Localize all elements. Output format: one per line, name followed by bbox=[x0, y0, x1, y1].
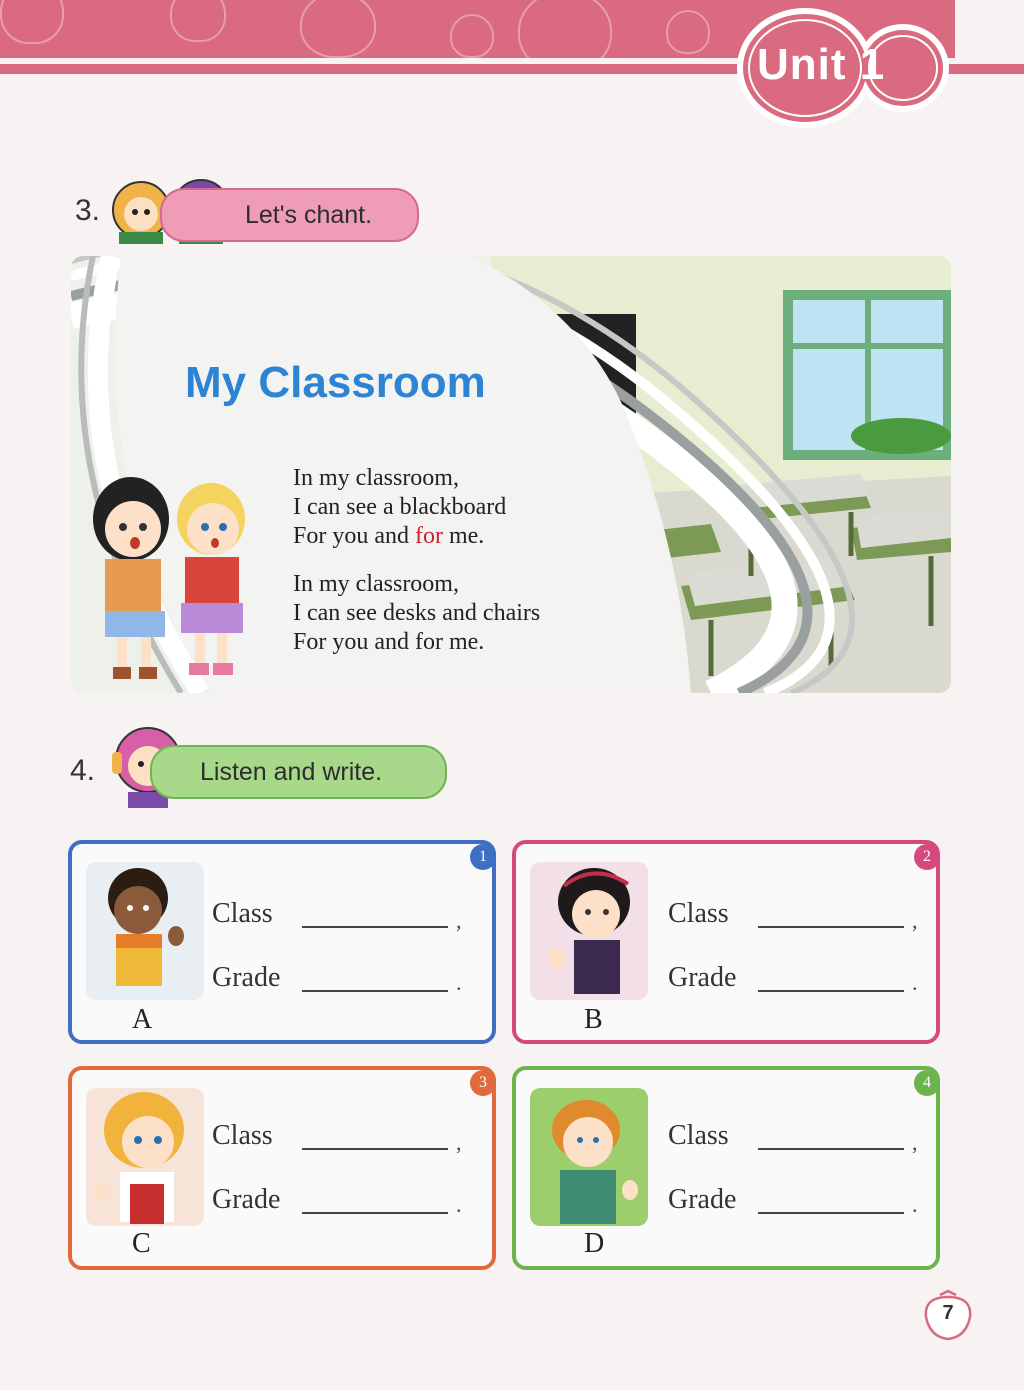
section-4-number: 4. bbox=[70, 754, 96, 787]
stanza-1-line-2: I can see a blackboard bbox=[293, 494, 507, 520]
comma: , bbox=[912, 1130, 918, 1155]
grade-answer-blank[interactable] bbox=[302, 1212, 448, 1214]
class-answer-blank[interactable] bbox=[302, 926, 448, 928]
lets-chant-label bbox=[160, 188, 419, 242]
card-number-badge: 3 bbox=[470, 1070, 496, 1096]
comma: , bbox=[912, 908, 918, 933]
comma: , bbox=[456, 1130, 462, 1155]
grade-label: Grade bbox=[668, 962, 737, 993]
card-number-badge: 4 bbox=[914, 1070, 940, 1096]
page-number: 7 bbox=[942, 1302, 954, 1324]
chant-stanza-1 bbox=[293, 464, 506, 551]
boy-a-illustration bbox=[86, 862, 204, 1000]
boy-d-illustration bbox=[530, 1088, 648, 1226]
grade-answer-blank[interactable] bbox=[758, 1212, 904, 1214]
chant-title: My Classroom bbox=[185, 358, 486, 407]
two-girls-illustration bbox=[71, 471, 271, 693]
stanza-1-line-1: In my classroom, bbox=[293, 465, 459, 491]
class-label: Class bbox=[668, 1120, 729, 1151]
exercise-card-1 bbox=[68, 840, 496, 1044]
class-label: Class bbox=[212, 898, 273, 929]
grade-label: Grade bbox=[212, 962, 281, 993]
class-answer-blank[interactable] bbox=[302, 1148, 448, 1150]
exercise-card-3 bbox=[68, 1066, 496, 1270]
grade-answer-blank[interactable] bbox=[758, 990, 904, 992]
period: . bbox=[912, 1192, 918, 1217]
card-letter: C bbox=[132, 1228, 151, 1259]
stanza-2-line-3: For you and for me. bbox=[293, 629, 485, 655]
listen-and-write-text: Listen and write. bbox=[200, 758, 383, 786]
stanza-2-line-1: In my classroom, bbox=[293, 571, 459, 597]
class-label: Class bbox=[212, 1120, 273, 1151]
class-label: Class bbox=[668, 898, 729, 929]
exercise-card-2 bbox=[512, 840, 940, 1044]
highlighted-word: for bbox=[415, 523, 443, 549]
exercise-card-4 bbox=[512, 1066, 940, 1270]
page-number-badge bbox=[922, 1289, 974, 1341]
grade-label: Grade bbox=[668, 1184, 737, 1215]
line-3-end: me. bbox=[442, 523, 485, 549]
period: . bbox=[456, 1192, 462, 1217]
stanza-1-line-3 bbox=[293, 522, 506, 551]
grade-answer-blank[interactable] bbox=[302, 990, 448, 992]
card-number-badge: 2 bbox=[914, 844, 940, 870]
period: . bbox=[456, 970, 462, 995]
card-letter: D bbox=[584, 1228, 605, 1259]
card-letter: B bbox=[584, 1004, 603, 1035]
line-3-start: For you and bbox=[293, 523, 415, 549]
period: . bbox=[912, 970, 918, 995]
section-3-number: 3. bbox=[75, 194, 101, 227]
card-letter: A bbox=[132, 1004, 153, 1035]
card-number-badge: 1 bbox=[470, 844, 496, 870]
chant-stanza-2 bbox=[293, 570, 540, 657]
girl-b-illustration bbox=[530, 862, 648, 1000]
unit-title: Unit 1 bbox=[757, 40, 886, 89]
class-answer-blank[interactable] bbox=[758, 1148, 904, 1150]
lets-chant-text: Let's chant. bbox=[245, 201, 373, 229]
listen-and-write-label bbox=[150, 745, 447, 799]
stanza-2-line-2: I can see desks and chairs bbox=[293, 600, 541, 626]
grade-label: Grade bbox=[212, 1184, 281, 1215]
comma: , bbox=[456, 908, 462, 933]
class-answer-blank[interactable] bbox=[758, 926, 904, 928]
girl-c-illustration bbox=[86, 1088, 204, 1226]
